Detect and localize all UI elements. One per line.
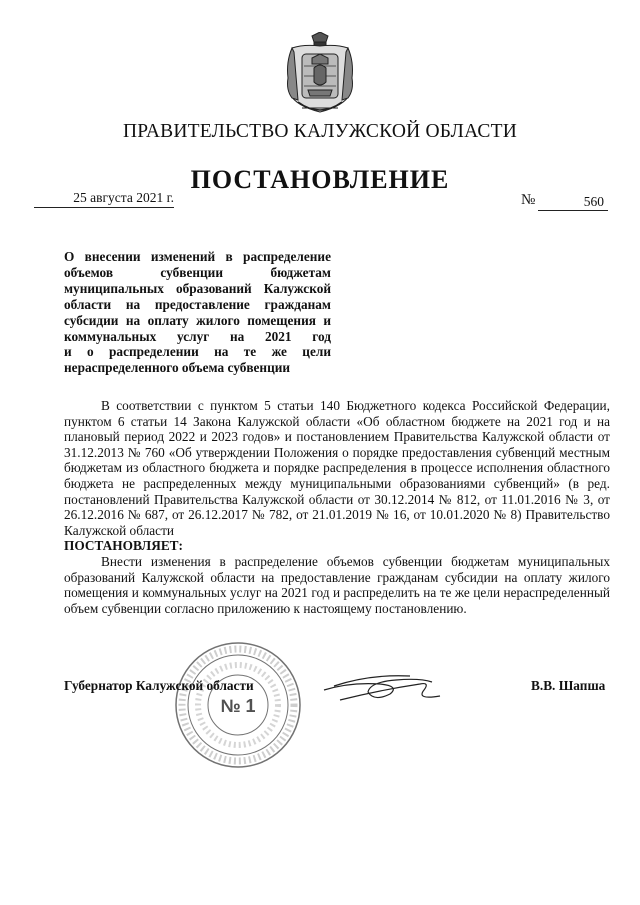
subject-line: коммунальных услуг на 2021 год [64,328,331,344]
resolves-heading: ПОСТАНОВЛЯЕТ: [64,538,183,554]
subject-line: объемов субвенции бюджетам [64,264,331,280]
government-title: ПРАВИТЕЛЬСТВО КАЛУЖСКОЙ ОБЛАСТИ [123,121,517,142]
subject-line: области на предоставление гражданам [64,296,331,312]
subject-line: муниципальных образований Калужской [64,280,331,296]
document-body [64,398,610,616]
subject-line: нераспределенного объема субвенции [64,360,291,376]
official-seal-icon [173,640,303,770]
document-type-heading: ПОСТАНОВЛЕНИЕ [190,165,450,194]
subject-line: и о распределении на те же цели [64,344,331,360]
document-subject [64,249,331,376]
document-date: 25 августа 2021 г. [34,190,174,208]
resolution-paragraph: Внести изменения в распределение объемов субвенции бюджетам муниципальных образований Калужской области на предоставление гражданам субсидии на оплату жилого помещения и коммунальных услуг на 2021 год и распределить на те же цели нераспределенный объем субвенции согласно приложению к настоящему постановлению. [64,553,610,616]
number-label: № [521,192,536,208]
signatory-name: В.В. Шапша [531,678,606,693]
subject-line: субсидии на оплату жилого помещения и [64,312,331,328]
seal-number: № 1 [220,696,256,716]
handwritten-signature-icon [320,660,470,710]
kaluga-coat-of-arms-icon [284,32,356,118]
document-number: 560 [538,194,608,211]
preamble-paragraph: В соответствии с пунктом 5 статьи 140 Бюджетного кодекса Российской Федерации, пунктом 6 статьи 14 Закона Калужской области «Об областном бюджете на 2021 год и на плановый период 2022 и 2023 годов» и постановлением Правительства Калужской области от 31.12.2013 № 760 «Об утверждении Положения о порядке предоставления субвенций местным бюджетам из областного бюджета и порядке распределения в процессе исполнения областного бюджета не распределенных между муниципальными образованиями субвенций» (в ред. постановлений Правительства Калужской области от 30.12.2014 № 812, от 11.01.2016 № 3, от 26.12.2016 № 687, от 26.12.2017 № 782, от 21.01.2019 № 16, от 10.01.2020 № 8) Правительство Калужской области [64,398,610,538]
signatory-position: Губернатор Калужской области [64,678,254,693]
subject-line: О внесении изменений в распределение [64,249,331,264]
